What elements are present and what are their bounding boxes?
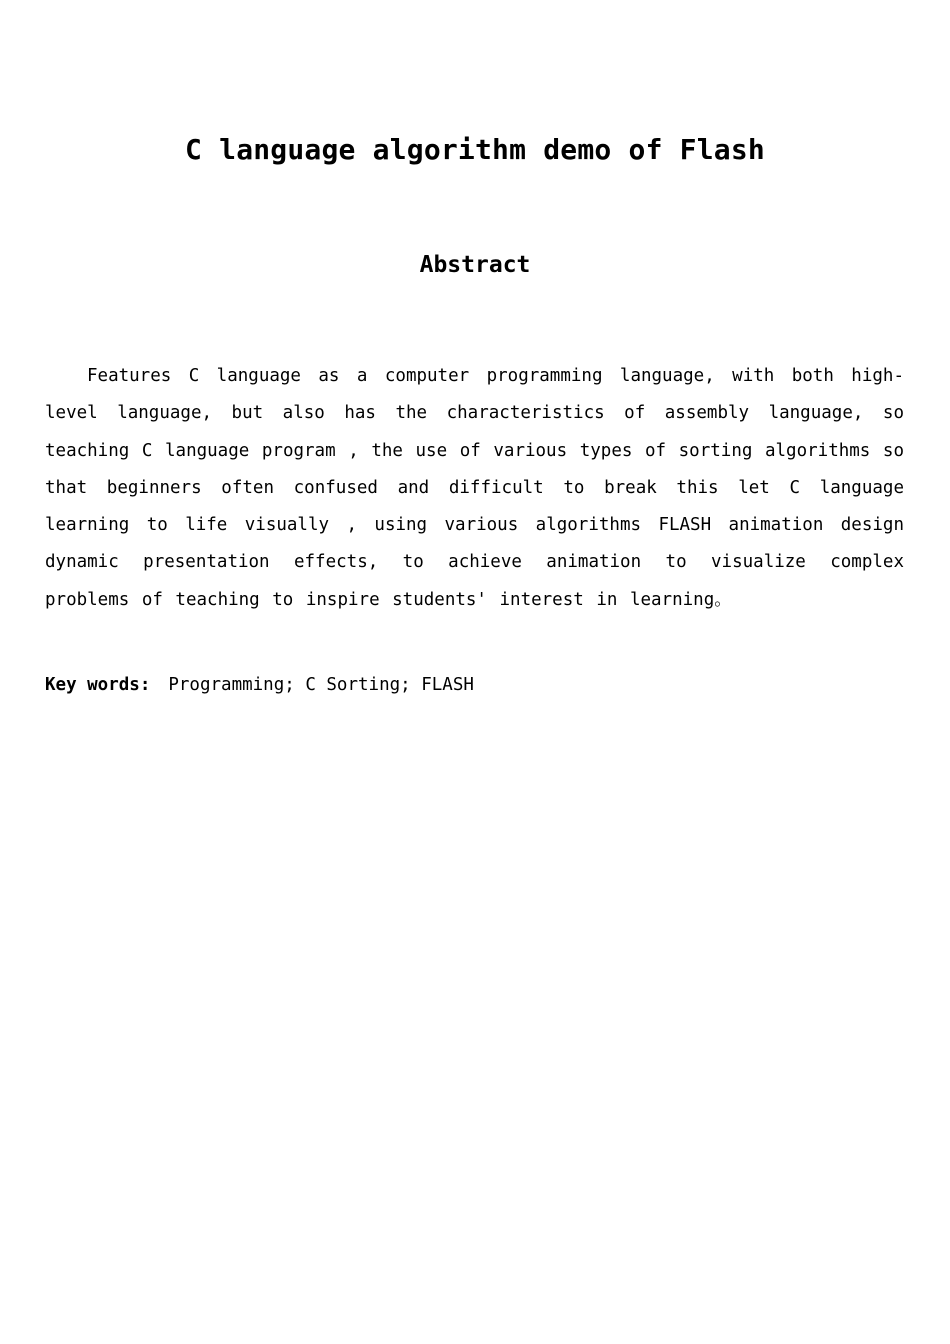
keywords-line (45, 668, 904, 702)
keywords-label: Key words: (45, 675, 151, 695)
abstract-paragraph: Features C language as a computer programming language, with both high-level language, but also has the characteristics of assembly language, so teaching C language program , the use of various types of sorting algorithms so that beginners often confused and difficult to break this let C language learning to life visually , using various algorithms FLASH animation design dynamic presentation effects, to achieve animation to visualize complex problems of teaching to inspire students' interest in learning。 (45, 366, 904, 610)
document-title: C language algorithm demo of Flash (185, 133, 765, 166)
keywords-value: Programming; C Sorting; FLASH (168, 675, 474, 695)
abstract-heading: Abstract (419, 252, 531, 278)
